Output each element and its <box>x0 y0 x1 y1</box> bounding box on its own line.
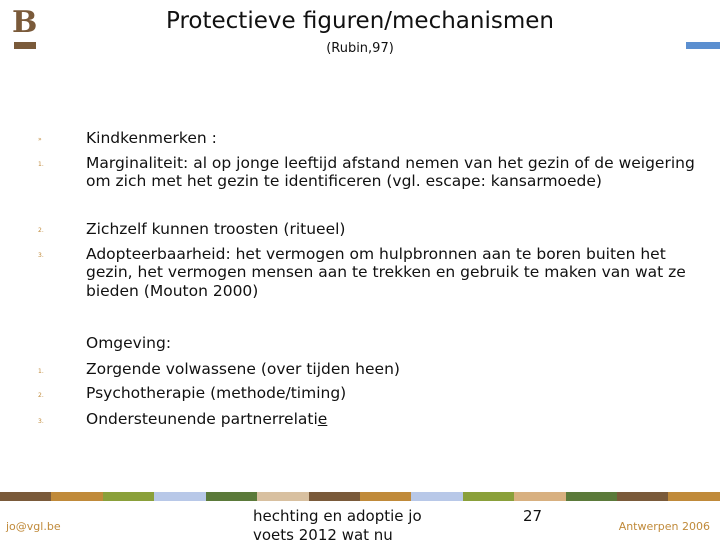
footer-band-segment <box>206 492 257 501</box>
bullet-marker: 3. <box>38 418 44 425</box>
footer-band-segment <box>668 492 719 501</box>
footer-color-band <box>0 492 720 501</box>
bullet-marker: » <box>38 136 42 143</box>
footer-email: jo@vgl.be <box>6 520 61 533</box>
footer-band-segment <box>103 492 154 501</box>
footer-band-segment <box>257 492 308 501</box>
list-item: Adopteerbaarheid: het vermogen om hulpbronnen aan te boren buiten het gezin, het vermogen mensen aan te trekken en gebruik te maken van wat ze bieden (Mouton 2000) <box>86 245 686 300</box>
footer-location: Antwerpen 2006 <box>618 520 710 533</box>
bullet-marker: 3. <box>38 252 44 259</box>
footer-band-segment <box>154 492 205 501</box>
footer-band-segment <box>360 492 411 501</box>
bullet-marker: 1. <box>38 161 44 168</box>
list-item: Zorgende volwassene (over tijden heen) <box>86 360 400 378</box>
section-heading: Omgeving: <box>86 334 172 352</box>
footer-band-segment <box>51 492 102 501</box>
list-item: Psychotherapie (methode/timing) <box>86 384 347 402</box>
list-item: Kindkenmerken : <box>86 129 217 147</box>
footer-band-segment <box>463 492 514 501</box>
page-number: 27 <box>523 507 543 525</box>
bullet-marker: 2. <box>38 392 44 399</box>
logo-letter: B <box>12 5 38 40</box>
list-item-text: Ondersteunende partnerrelati <box>86 410 318 428</box>
footer-band-segment <box>617 492 668 501</box>
list-item: Marginaliteit: al op jonge leeftijd afstand nemen van het gezin of de weigering om zich met het gezin te identificeren (vgl. escape: kansarmoede) <box>86 154 695 191</box>
list-item-text-underlined: e <box>317 410 328 428</box>
slide-subtitle: (Rubin,97) <box>326 41 394 56</box>
footer-band-segment <box>566 492 617 501</box>
list-item: Zichzelf kunnen troosten (ritueel) <box>86 220 346 238</box>
bullet-marker: 1. <box>38 368 44 375</box>
footer-band-segment <box>309 492 360 501</box>
footer-band-segment <box>514 492 565 501</box>
list-item <box>86 410 696 428</box>
slide-title: Protectieve figuren/mechanismen <box>166 8 554 34</box>
bullet-marker: 2. <box>38 227 44 234</box>
footer-center-text: hechting en adoptie jo voets 2012 wat nu <box>253 507 422 544</box>
footer-band-segment <box>411 492 462 501</box>
footer-band-segment <box>0 492 51 501</box>
